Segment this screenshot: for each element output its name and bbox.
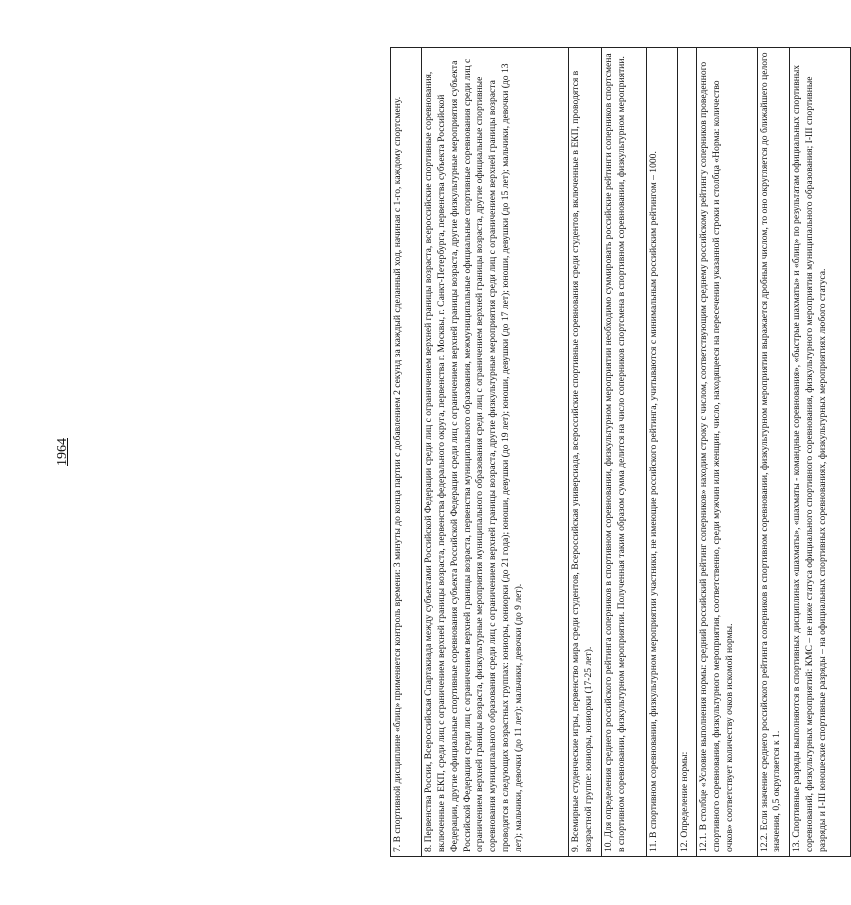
rule-row-9: 9. Всемирные студенческие игры, первенство мира среди студентов, Всероссийская универсиада, всероссийские спортивные соревнования среди студентов, включенные в ЕКП, проводятся в возрастной группе: юниоры, юниорки (17-25 лет). (569, 48, 602, 857)
rule-row-10: 10. Для определения среднего российского рейтинга соперников в спортивном соревновании, физкультурном мероприятии необходимо суммировать российские рейтинги соперников спортсмена в спортивном соревновании, физкультурном мероприятии. Полученная таким образом сумма делится на число соперников спортсмена в спортивном соревновании, физкультурном мероприятии. (602, 48, 647, 857)
rule-row-12-1: 12.1. В столбце «Условие выполнения нормы: средний российский рейтинг соперников» находим строку с числом, соответствующим среднему российскому рейтингу соперников проведенного спортивного соревнования, физкультурного мероприятия, соответственно, среди мужчин или женщин, число, находящееся на пересечении указанной строки и столбца «Норма: количество очков» соответствует количеству очков искомой нормы. (696, 48, 757, 857)
rules-table (390, 47, 851, 857)
rule-row-11: 11. В спортивном соревновании, физкультурном мероприятии участники, не имеющие российского рейтинга, учитываются с минимальным российским рейтингом – 1000. (647, 48, 678, 857)
document-sheet (390, 48, 851, 857)
rule-row-13: 13. Спортивные разряды выполняются в спортивных дисциплинах «шахматы», «шахматы - командные соревнования», «быстрые шахматы» и «блиц» по результатам официальных спортивных соревнований, физкультурных мероприятий: КМС – не ниже статуса официального спортивного соревнования, физкультурного мероприятия муниципального образования; I-III спортивные разряды и I-III юношеские спортивные разряды – на официальных спортивных соревнованиях, физкультурных мероприятиях любого статуса. (790, 48, 851, 857)
rule-row-12-2: 12.2. Если значение среднего российского рейтинга соперников в спортивном соревновании, физкультурном мероприятии выражается дробным числом, то оно округляется до ближайшего целого значения, 0,5 округляется к 1. (757, 48, 790, 857)
rule-row-12: 12. Определение нормы: (678, 48, 697, 857)
rule-row-7: 7. В спортивной дисциплине «блиц» применяется контроль времени: 3 минуты до конца партии с добавлением 2 секунд за каждый сделанный ход, начиная с 1-го, каждому спортсмену. (391, 48, 422, 857)
page-number: 1964 (55, 438, 70, 466)
rule-row-8: 8. Первенства России, Всероссийская Спартакиада между субъектами Российской Федерации среди лиц с ограничением верхней границы возраста, всероссийские спортивные соревнования, включенные в ЕКП, среди лиц с ограничением верхней границы возраста, первенства федерального округа, первенства г. Москвы, г. Санкт-Петербурга, первенства субъекта Российской Федерации, другие официальные спортивные соревнования субъекта Российской Федерации среди лиц с ограничением верхней границы возраста, другие физкультурные мероприятия субъекта Российской Федерации среди лиц с ограничением верхней границы возраста, первенства муниципального образования, межмуниципальные официальные спортивные соревнования среди лиц с ограничением верхней границы возраста, физкультурные мероприятия муниципального образования среди лиц с ограничением верхней границы возраста, другие официальные спортивные соревнования муниципального образования среди лиц с ограничением верхней границы возраста, другие физкультурные мероприятия среди лиц с ограничением верхней границы возраста проводятся в следующих возрастных группах: юниоры, юниорки (до 21 года); юноши, девушки (до 19 лет); юноши, девушки (до 17 лет); юноши, девушки (до 15 лет); мальчики, девочки (до 13 лет); мальчики, девочки (до 11 лет); мальчики, девочки (до 9 лет). (421, 48, 569, 857)
